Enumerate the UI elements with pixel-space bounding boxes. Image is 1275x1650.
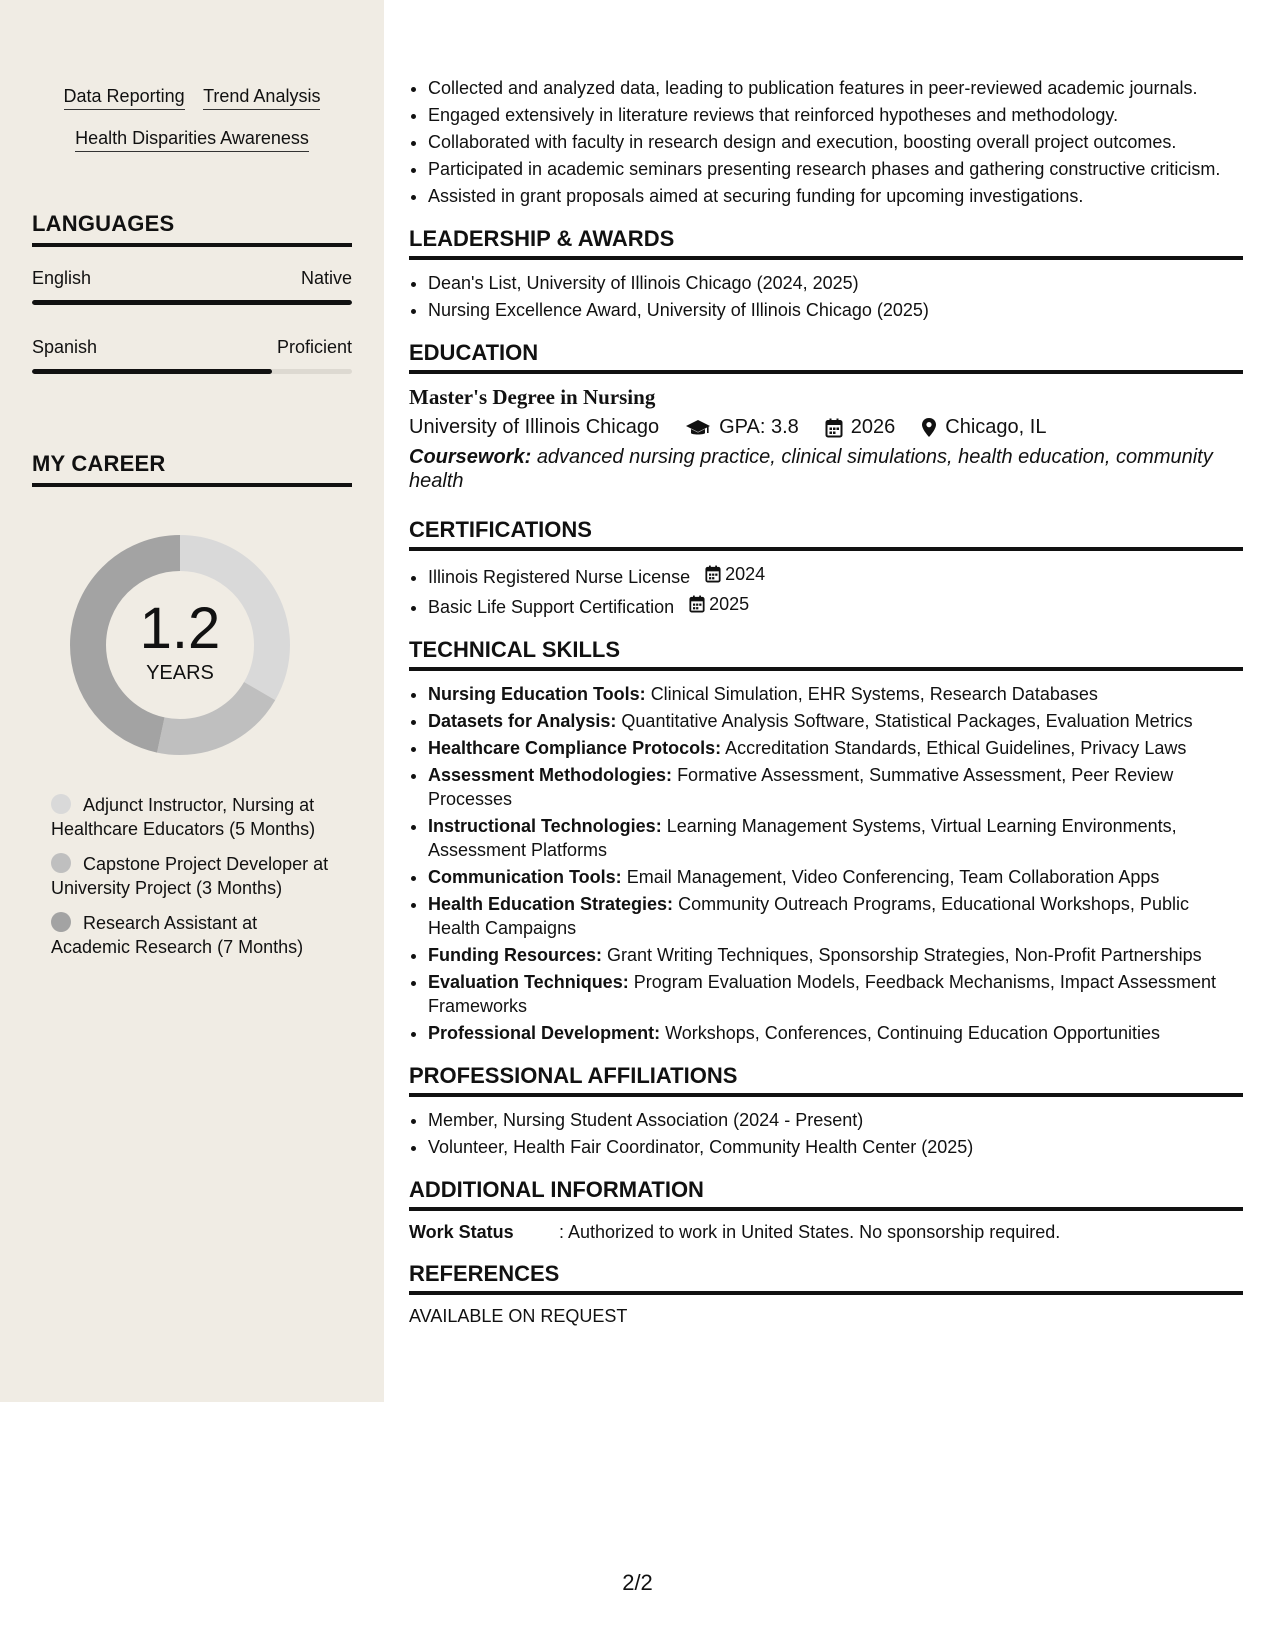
- certification-year: 2025: [709, 594, 750, 614]
- skill-label: Datasets for Analysis:: [428, 711, 617, 731]
- skill-text: Accreditation Standards, Ethical Guidelines, Privacy Laws: [725, 738, 1187, 758]
- coursework-label: Coursework:: [409, 446, 532, 468]
- skill-text: Clinical Simulation, EHR Systems, Research Databases: [650, 684, 1098, 704]
- education-heading: EDUCATION: [409, 340, 1243, 374]
- skill-item: [428, 970, 1243, 1018]
- list-item: • Nursing Excellence Award, University of Illinois Chicago (2025): [428, 298, 1243, 322]
- certification-year: 2024: [725, 564, 766, 584]
- certification-date: [689, 592, 749, 616]
- list-item: • Member, Nursing Student Association (2024 - Present): [428, 1108, 1243, 1132]
- list-item: • Participated in academic seminars presenting research phases and gathering constructive criticism.: [428, 157, 1243, 181]
- location-pin-icon: [921, 417, 937, 438]
- career-item-text: Adjunct Instructor, Nursing at Healthcare Educators (5 Months): [51, 795, 316, 839]
- coursework: [409, 445, 1243, 493]
- experience-bullets: [409, 76, 1243, 208]
- career-item-text: Capstone Project Developer at University Project (3 Months): [51, 854, 329, 898]
- work-status-row: [409, 1222, 1243, 1243]
- legend-dot: [51, 912, 71, 932]
- technical-skills-heading: TECHNICAL SKILLS: [409, 637, 1243, 671]
- technical-skills-list: [409, 682, 1243, 1045]
- skill-text: Workshops, Conferences, Continuing Education Opportunities: [665, 1023, 1161, 1043]
- skill-item: [428, 763, 1243, 811]
- years-label: YEARS: [146, 661, 214, 684]
- list-item: • Volunteer, Health Fair Coordinator, Community Health Center (2025): [428, 1135, 1243, 1159]
- affiliations-heading: PROFESSIONAL AFFILIATIONS: [409, 1063, 1243, 1097]
- legend-dot: [51, 794, 71, 814]
- graduation-cap-icon: [685, 418, 711, 438]
- calendar-icon: [689, 595, 705, 613]
- skill-label: Health Education Strategies:: [428, 894, 674, 914]
- leadership-list: [409, 271, 1243, 322]
- career-heading: MY CAREER: [32, 451, 352, 487]
- education-details: [409, 416, 1243, 439]
- calendar-icon: [705, 565, 721, 583]
- skill-text: Formative Assessment, Summative Assessment, Peer Review Processes: [428, 765, 1174, 809]
- skill-item: [428, 682, 1243, 706]
- skill-tag: Data Reporting: [64, 86, 185, 110]
- skill-item: [428, 892, 1243, 940]
- skill-text: Learning Management Systems, Virtual Learning Environments, Assessment Platforms: [428, 816, 1177, 860]
- skill-tag: Health Disparities Awareness: [75, 128, 309, 152]
- list-item: [428, 592, 1243, 619]
- list-item: • Dean's List, University of Illinois Chicago (2024, 2025): [428, 271, 1243, 295]
- certifications-list: [409, 562, 1243, 619]
- donut-center: [66, 531, 294, 759]
- skill-tags: [32, 86, 352, 170]
- references-text: AVAILABLE ON REQUEST: [409, 1306, 628, 1326]
- skill-item: [428, 736, 1243, 760]
- skill-label: Professional Development:: [428, 1023, 661, 1043]
- language-bar-english: [32, 300, 352, 305]
- skill-label: Assessment Methodologies:: [428, 765, 673, 785]
- language-row-english: [32, 268, 352, 289]
- tag-row: [32, 86, 352, 110]
- skill-text: Program Evaluation Models, Feedback Mechanisms, Impact Assessment Frameworks: [428, 972, 1216, 1016]
- certification-name: Illinois Registered Nurse License: [428, 567, 691, 587]
- list-item: • Collaborated with faculty in research design and execution, boosting overall project outcomes.: [428, 130, 1243, 154]
- certification-name: Basic Life Support Certification: [428, 597, 675, 617]
- additional-info-heading: ADDITIONAL INFORMATION: [409, 1177, 1243, 1211]
- list-item: • Engaged extensively in literature reviews that reinforced hypotheses and methodology.: [428, 103, 1243, 127]
- list-item: • Collected and analyzed data, leading to publication features in peer-reviewed academic journals.: [428, 76, 1243, 100]
- career-item: [51, 911, 331, 959]
- certification-date: [705, 562, 765, 586]
- page-number: 2/2: [622, 1570, 653, 1595]
- language-level: Native: [300, 268, 352, 288]
- tag-row: [32, 128, 352, 152]
- gpa: GPA: 3.8: [719, 416, 799, 438]
- list-item: • Assisted in grant proposals aimed at securing funding for upcoming investigations.: [428, 184, 1243, 208]
- work-status-label: Work Status: [409, 1222, 514, 1242]
- coursework-text: advanced nursing practice, clinical simulations, health education, community health: [409, 446, 1213, 492]
- degree-title: Master's Degree in Nursing: [409, 385, 656, 409]
- main-content: [409, 76, 1243, 1327]
- language-name: English: [32, 268, 92, 288]
- skill-item: [428, 943, 1243, 967]
- location: Chicago, IL: [945, 416, 1047, 438]
- skill-text: Community Outreach Programs, Educational Workshops, Public Health Campaigns: [428, 894, 1189, 938]
- skill-tag: Trend Analysis: [203, 86, 320, 110]
- career-item: [51, 852, 331, 900]
- skill-label: Nursing Education Tools:: [428, 684, 646, 704]
- skill-text: Grant Writing Techniques, Sponsorship Strategies, Non-Profit Partnerships: [607, 945, 1202, 965]
- languages-heading: LANGUAGES: [32, 211, 352, 247]
- skill-label: Evaluation Techniques:: [428, 972, 629, 992]
- skill-text: Quantitative Analysis Software, Statistical Packages, Evaluation Metrics: [621, 711, 1193, 731]
- affiliations-list: [409, 1108, 1243, 1159]
- career-item: [51, 793, 331, 841]
- calendar-icon: [825, 418, 843, 438]
- language-row-spanish: [32, 337, 352, 358]
- career-item-text: Research Assistant at Academic Research (7 Months): [51, 913, 304, 957]
- language-name: Spanish: [32, 337, 98, 357]
- skill-text: Email Management, Video Conferencing, Team Collaboration Apps: [626, 867, 1160, 887]
- skill-label: Communication Tools:: [428, 867, 622, 887]
- sidebar: [0, 0, 384, 1402]
- years-value: 1.2: [139, 595, 221, 661]
- career-donut-chart: [66, 531, 294, 759]
- skill-item: [428, 865, 1243, 889]
- language-level: Proficient: [276, 337, 352, 357]
- language-bar-spanish: [32, 369, 352, 374]
- list-item: [428, 562, 1243, 589]
- legend-dot: [51, 853, 71, 873]
- school-name: University of Illinois Chicago: [409, 416, 660, 438]
- language-bar-fill: [32, 369, 272, 374]
- skill-label: Instructional Technologies:: [428, 816, 662, 836]
- language-bar-fill: [32, 300, 352, 305]
- graduation-year: 2026: [850, 416, 896, 438]
- references-heading: REFERENCES: [409, 1261, 1243, 1295]
- work-status-value: : Authorized to work in United States. No sponsorship required.: [559, 1222, 1061, 1242]
- skill-item: [428, 814, 1243, 862]
- skill-item: [428, 709, 1243, 733]
- certifications-heading: CERTIFICATIONS: [409, 517, 1243, 551]
- skill-item: [428, 1021, 1243, 1045]
- skill-label: Funding Resources:: [428, 945, 603, 965]
- career-list: [51, 793, 331, 970]
- leadership-heading: LEADERSHIP & AWARDS: [409, 226, 1243, 260]
- skill-label: Healthcare Compliance Protocols:: [428, 738, 722, 758]
